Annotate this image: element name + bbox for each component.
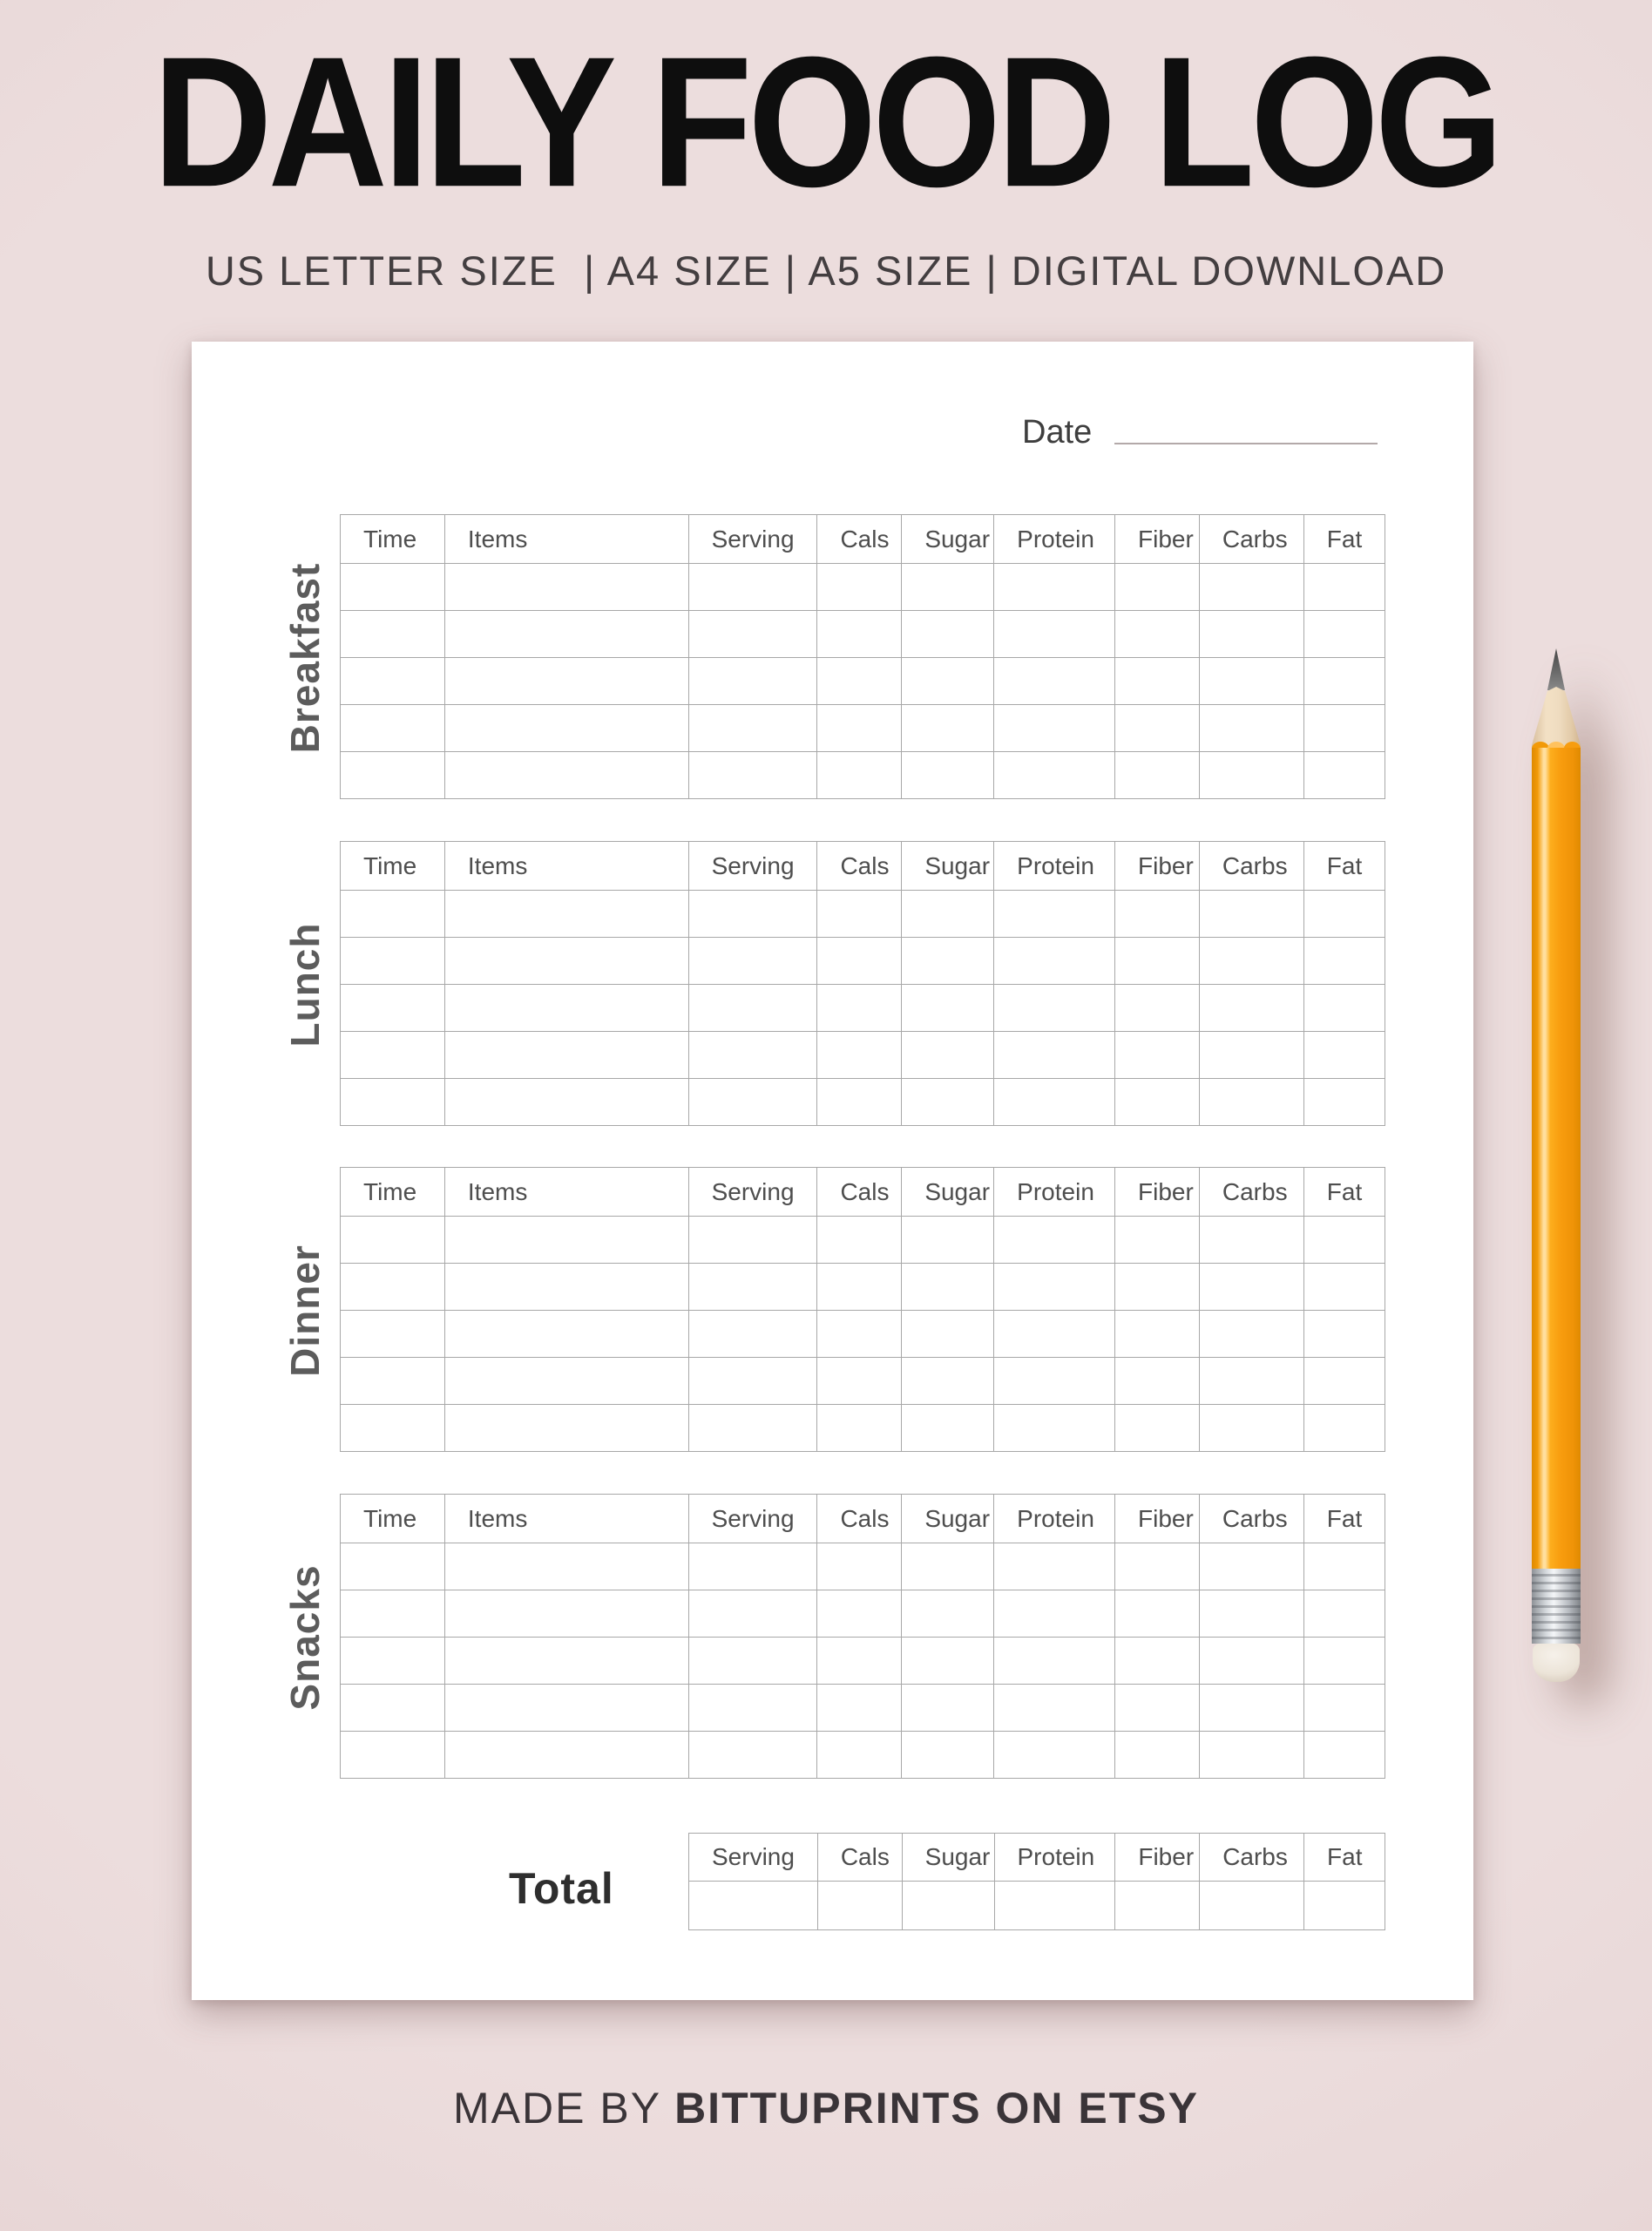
empty-cell — [1199, 891, 1303, 938]
empty-cell — [688, 611, 817, 658]
empty-cell — [341, 1405, 445, 1452]
column-header-protein: Protein — [994, 1168, 1115, 1217]
empty-cell — [994, 1732, 1115, 1779]
empty-cell — [817, 1311, 902, 1358]
empty-cell — [817, 564, 902, 611]
empty-cell — [341, 705, 445, 752]
empty-cell — [1199, 705, 1303, 752]
empty-cell — [902, 1685, 994, 1732]
footer-credit — [0, 2085, 1652, 2132]
column-header-items: Items — [444, 842, 688, 891]
empty-cell — [1303, 1358, 1385, 1405]
empty-cell — [688, 1217, 817, 1264]
table-row — [341, 1311, 1385, 1358]
empty-cell — [444, 705, 688, 752]
meal-label-breakfast: Breakfast — [282, 562, 328, 754]
column-header-items: Items — [444, 515, 688, 564]
footer-prefix: MADE BY — [453, 2084, 675, 2133]
column-header-fiber: Fiber — [1115, 1168, 1200, 1217]
pencil-icon — [1532, 648, 1581, 1682]
empty-cell — [902, 1264, 994, 1311]
empty-cell — [1303, 1311, 1385, 1358]
empty-cell — [817, 1590, 902, 1638]
column-header-time: Time — [341, 515, 445, 564]
empty-cell — [1303, 1638, 1385, 1685]
empty-cell — [1115, 1311, 1200, 1358]
empty-cell — [994, 1032, 1115, 1079]
empty-cell — [902, 1882, 994, 1930]
empty-cell — [341, 985, 445, 1032]
empty-cell — [1303, 985, 1385, 1032]
column-header-serving: Serving — [688, 842, 817, 891]
empty-cell — [817, 611, 902, 658]
column-header-fiber: Fiber — [1115, 1834, 1200, 1882]
empty-cell — [1200, 1882, 1304, 1930]
empty-cell — [994, 1217, 1115, 1264]
empty-cell — [444, 1732, 688, 1779]
empty-cell — [444, 1311, 688, 1358]
empty-cell — [688, 938, 817, 985]
empty-cell — [341, 1638, 445, 1685]
empty-cell — [994, 1358, 1115, 1405]
empty-cell — [1303, 564, 1385, 611]
empty-cell — [1303, 658, 1385, 705]
empty-cell — [444, 985, 688, 1032]
empty-cell — [902, 705, 994, 752]
empty-cell — [1115, 611, 1200, 658]
empty-cell — [994, 1882, 1115, 1930]
empty-cell — [1303, 891, 1385, 938]
meal-label-dinner: Dinner — [282, 1244, 328, 1377]
meal-table-breakfast — [340, 514, 1385, 799]
meal-section-snacks — [282, 1494, 1385, 1783]
empty-cell — [1199, 1732, 1303, 1779]
column-header-protein: Protein — [994, 1495, 1115, 1543]
empty-cell — [444, 1590, 688, 1638]
table-row — [341, 564, 1385, 611]
empty-cell — [817, 938, 902, 985]
column-header-fat: Fat — [1303, 842, 1385, 891]
empty-cell — [1199, 1032, 1303, 1079]
empty-cell — [994, 658, 1115, 705]
empty-cell — [444, 1032, 688, 1079]
empty-cell — [1115, 985, 1200, 1032]
empty-cell — [817, 1032, 902, 1079]
empty-cell — [1115, 891, 1200, 938]
table-row — [341, 985, 1385, 1032]
table-row — [341, 1638, 1385, 1685]
column-header-time: Time — [341, 842, 445, 891]
empty-cell — [444, 938, 688, 985]
empty-cell — [1115, 1732, 1200, 1779]
empty-cell — [902, 611, 994, 658]
table-row — [341, 891, 1385, 938]
column-header-time: Time — [341, 1168, 445, 1217]
empty-cell — [1199, 564, 1303, 611]
empty-cell — [444, 1543, 688, 1590]
empty-cell — [1303, 705, 1385, 752]
empty-cell — [817, 1405, 902, 1452]
meal-table-lunch — [340, 841, 1385, 1126]
meal-table-dinner — [340, 1167, 1385, 1452]
empty-cell — [817, 891, 902, 938]
pencil-wood-cone — [1532, 687, 1581, 749]
empty-cell — [1115, 1264, 1200, 1311]
column-header-cals: Cals — [817, 515, 902, 564]
empty-cell — [817, 1358, 902, 1405]
table-row — [341, 1543, 1385, 1590]
empty-cell — [994, 1685, 1115, 1732]
table-row — [341, 938, 1385, 985]
column-header-items: Items — [444, 1168, 688, 1217]
empty-cell — [1199, 938, 1303, 985]
empty-cell — [817, 1079, 902, 1126]
empty-cell — [902, 752, 994, 799]
empty-cell — [902, 985, 994, 1032]
empty-cell — [341, 1311, 445, 1358]
empty-cell — [444, 891, 688, 938]
empty-cell — [444, 1079, 688, 1126]
empty-cell — [1115, 564, 1200, 611]
table-row — [341, 611, 1385, 658]
column-header-cals: Cals — [817, 842, 902, 891]
table-row — [341, 705, 1385, 752]
meal-table-snacks — [340, 1494, 1385, 1779]
empty-cell — [341, 938, 445, 985]
empty-cell — [1303, 1732, 1385, 1779]
empty-cell — [1199, 1079, 1303, 1126]
column-header-sugar: Sugar — [902, 1168, 994, 1217]
total-label: Total — [509, 1864, 614, 1913]
column-header-fat: Fat — [1303, 515, 1385, 564]
empty-cell — [1115, 705, 1200, 752]
empty-cell — [1303, 752, 1385, 799]
empty-cell — [994, 1079, 1115, 1126]
empty-cell — [1199, 1638, 1303, 1685]
worksheet-paper — [192, 342, 1473, 2000]
empty-cell — [341, 1079, 445, 1126]
empty-cell — [902, 891, 994, 938]
empty-cell — [1115, 658, 1200, 705]
empty-cell — [1115, 1638, 1200, 1685]
column-header-protein: Protein — [994, 1834, 1115, 1882]
empty-cell — [341, 1032, 445, 1079]
empty-cell — [444, 1358, 688, 1405]
empty-cell — [1199, 985, 1303, 1032]
empty-cell — [902, 1732, 994, 1779]
empty-cell — [817, 1543, 902, 1590]
column-header-serving: Serving — [689, 1834, 818, 1882]
column-header-cals: Cals — [817, 1834, 902, 1882]
empty-cell — [994, 611, 1115, 658]
pencil-lead-tip — [1546, 648, 1567, 690]
empty-cell — [444, 611, 688, 658]
empty-cell — [688, 1732, 817, 1779]
empty-cell — [444, 1405, 688, 1452]
empty-cell — [688, 1590, 817, 1638]
empty-cell — [1199, 1264, 1303, 1311]
column-header-cals: Cals — [817, 1168, 902, 1217]
table-row — [689, 1882, 1385, 1930]
empty-cell — [1199, 658, 1303, 705]
table-row — [341, 1685, 1385, 1732]
empty-cell — [688, 1358, 817, 1405]
empty-cell — [1115, 1358, 1200, 1405]
empty-cell — [994, 891, 1115, 938]
empty-cell — [688, 1032, 817, 1079]
empty-cell — [1199, 1311, 1303, 1358]
empty-cell — [1303, 1543, 1385, 1590]
column-header-carbs: Carbs — [1199, 1168, 1303, 1217]
empty-cell — [688, 985, 817, 1032]
empty-cell — [689, 1882, 818, 1930]
table-row — [341, 1079, 1385, 1126]
empty-cell — [1115, 1685, 1200, 1732]
empty-cell — [1115, 752, 1200, 799]
empty-cell — [688, 705, 817, 752]
empty-cell — [1115, 1590, 1200, 1638]
empty-cell — [1303, 1590, 1385, 1638]
meal-section-dinner — [282, 1167, 1385, 1456]
column-header-serving: Serving — [688, 1168, 817, 1217]
empty-cell — [817, 1882, 902, 1930]
column-header-sugar: Sugar — [902, 1834, 994, 1882]
empty-cell — [1303, 611, 1385, 658]
column-header-sugar: Sugar — [902, 842, 994, 891]
empty-cell — [1199, 1685, 1303, 1732]
empty-cell — [817, 1264, 902, 1311]
empty-cell — [688, 752, 817, 799]
empty-cell — [817, 658, 902, 705]
empty-cell — [341, 1732, 445, 1779]
empty-cell — [688, 564, 817, 611]
empty-cell — [1303, 1264, 1385, 1311]
table-row — [341, 1264, 1385, 1311]
empty-cell — [902, 1358, 994, 1405]
table-row — [341, 1590, 1385, 1638]
column-header-carbs: Carbs — [1199, 1495, 1303, 1543]
table-row — [341, 658, 1385, 705]
empty-cell — [341, 752, 445, 799]
table-row — [341, 1732, 1385, 1779]
empty-cell — [688, 1264, 817, 1311]
empty-cell — [817, 1732, 902, 1779]
empty-cell — [444, 1264, 688, 1311]
empty-cell — [444, 1217, 688, 1264]
empty-cell — [994, 938, 1115, 985]
column-header-carbs: Carbs — [1199, 842, 1303, 891]
page-subtitle: US LETTER SIZE | A4 SIZE | A5 SIZE | DIGITAL DOWNLOAD — [205, 248, 1447, 294]
total-table — [688, 1833, 1385, 1930]
meal-label-snacks: Snacks — [282, 1564, 328, 1711]
empty-cell — [1115, 1079, 1200, 1126]
table-row — [341, 752, 1385, 799]
column-header-serving: Serving — [688, 1495, 817, 1543]
table-row — [341, 1405, 1385, 1452]
column-header-fat: Fat — [1303, 1168, 1385, 1217]
column-header-carbs: Carbs — [1200, 1834, 1304, 1882]
table-row — [341, 1032, 1385, 1079]
empty-cell — [902, 1079, 994, 1126]
column-header-sugar: Sugar — [902, 515, 994, 564]
empty-cell — [1303, 1217, 1385, 1264]
empty-cell — [341, 1358, 445, 1405]
empty-cell — [1303, 1685, 1385, 1732]
empty-cell — [994, 705, 1115, 752]
column-header-items: Items — [444, 1495, 688, 1543]
empty-cell — [994, 985, 1115, 1032]
empty-cell — [994, 1543, 1115, 1590]
empty-cell — [994, 1311, 1115, 1358]
empty-cell — [1303, 938, 1385, 985]
empty-cell — [902, 1590, 994, 1638]
column-header-carbs: Carbs — [1199, 515, 1303, 564]
empty-cell — [341, 1264, 445, 1311]
empty-cell — [1303, 1405, 1385, 1452]
empty-cell — [341, 1590, 445, 1638]
pencil-eraser — [1533, 1644, 1580, 1682]
column-header-protein: Protein — [994, 515, 1115, 564]
empty-cell — [994, 752, 1115, 799]
column-header-time: Time — [341, 1495, 445, 1543]
meal-section-breakfast — [282, 514, 1385, 804]
empty-cell — [1115, 938, 1200, 985]
empty-cell — [902, 1543, 994, 1590]
empty-cell — [1199, 752, 1303, 799]
empty-cell — [902, 1032, 994, 1079]
meal-section-lunch — [282, 841, 1385, 1130]
empty-cell — [817, 1685, 902, 1732]
empty-cell — [688, 1079, 817, 1126]
empty-cell — [994, 1638, 1115, 1685]
empty-cell — [817, 1638, 902, 1685]
empty-cell — [1115, 1405, 1200, 1452]
empty-cell — [341, 611, 445, 658]
empty-cell — [688, 891, 817, 938]
empty-cell — [902, 1217, 994, 1264]
date-blank-line — [1114, 443, 1378, 444]
table-row — [341, 1358, 1385, 1405]
empty-cell — [902, 564, 994, 611]
empty-cell — [688, 1543, 817, 1590]
empty-cell — [688, 1311, 817, 1358]
empty-cell — [817, 752, 902, 799]
total-table-slot — [688, 1833, 1385, 1930]
column-header-sugar: Sugar — [902, 1495, 994, 1543]
pencil-body — [1532, 748, 1581, 1569]
empty-cell — [817, 705, 902, 752]
empty-cell — [444, 1685, 688, 1732]
empty-cell — [688, 1405, 817, 1452]
column-header-serving: Serving — [688, 515, 817, 564]
empty-cell — [1199, 1358, 1303, 1405]
column-header-fiber: Fiber — [1115, 842, 1200, 891]
empty-cell — [902, 1311, 994, 1358]
empty-cell — [1115, 1217, 1200, 1264]
empty-cell — [444, 658, 688, 705]
empty-cell — [444, 752, 688, 799]
table-row — [341, 1217, 1385, 1264]
column-header-fat: Fat — [1303, 1495, 1385, 1543]
empty-cell — [688, 1638, 817, 1685]
column-header-cals: Cals — [817, 1495, 902, 1543]
empty-cell — [994, 564, 1115, 611]
footer-brand: BITTUPRINTS ON ETSY — [674, 2084, 1199, 2133]
empty-cell — [902, 938, 994, 985]
empty-cell — [994, 1590, 1115, 1638]
date-label: Date — [1022, 414, 1093, 451]
empty-cell — [1115, 1543, 1200, 1590]
empty-cell — [341, 564, 445, 611]
empty-cell — [341, 1685, 445, 1732]
empty-cell — [1199, 611, 1303, 658]
empty-cell — [1199, 1405, 1303, 1452]
empty-cell — [994, 1405, 1115, 1452]
empty-cell — [817, 1217, 902, 1264]
empty-cell — [902, 1638, 994, 1685]
empty-cell — [1199, 1217, 1303, 1264]
empty-cell — [1304, 1882, 1385, 1930]
empty-cell — [1303, 1079, 1385, 1126]
empty-cell — [902, 658, 994, 705]
empty-cell — [1115, 1032, 1200, 1079]
empty-cell — [1303, 1032, 1385, 1079]
column-header-fat: Fat — [1304, 1834, 1385, 1882]
empty-cell — [341, 891, 445, 938]
empty-cell — [994, 1264, 1115, 1311]
empty-cell — [688, 658, 817, 705]
empty-cell — [341, 658, 445, 705]
pencil-ferrule — [1532, 1569, 1581, 1644]
meal-label-lunch: Lunch — [282, 922, 328, 1048]
empty-cell — [688, 1685, 817, 1732]
empty-cell — [444, 1638, 688, 1685]
column-header-protein: Protein — [994, 842, 1115, 891]
empty-cell — [1115, 1882, 1200, 1930]
empty-cell — [1199, 1543, 1303, 1590]
empty-cell — [444, 564, 688, 611]
empty-cell — [902, 1405, 994, 1452]
page-title: DAILY FOOD LOG — [152, 18, 1500, 227]
column-header-fiber: Fiber — [1115, 1495, 1200, 1543]
empty-cell — [1199, 1590, 1303, 1638]
column-header-fiber: Fiber — [1115, 515, 1200, 564]
empty-cell — [341, 1217, 445, 1264]
empty-cell — [817, 985, 902, 1032]
empty-cell — [341, 1543, 445, 1590]
